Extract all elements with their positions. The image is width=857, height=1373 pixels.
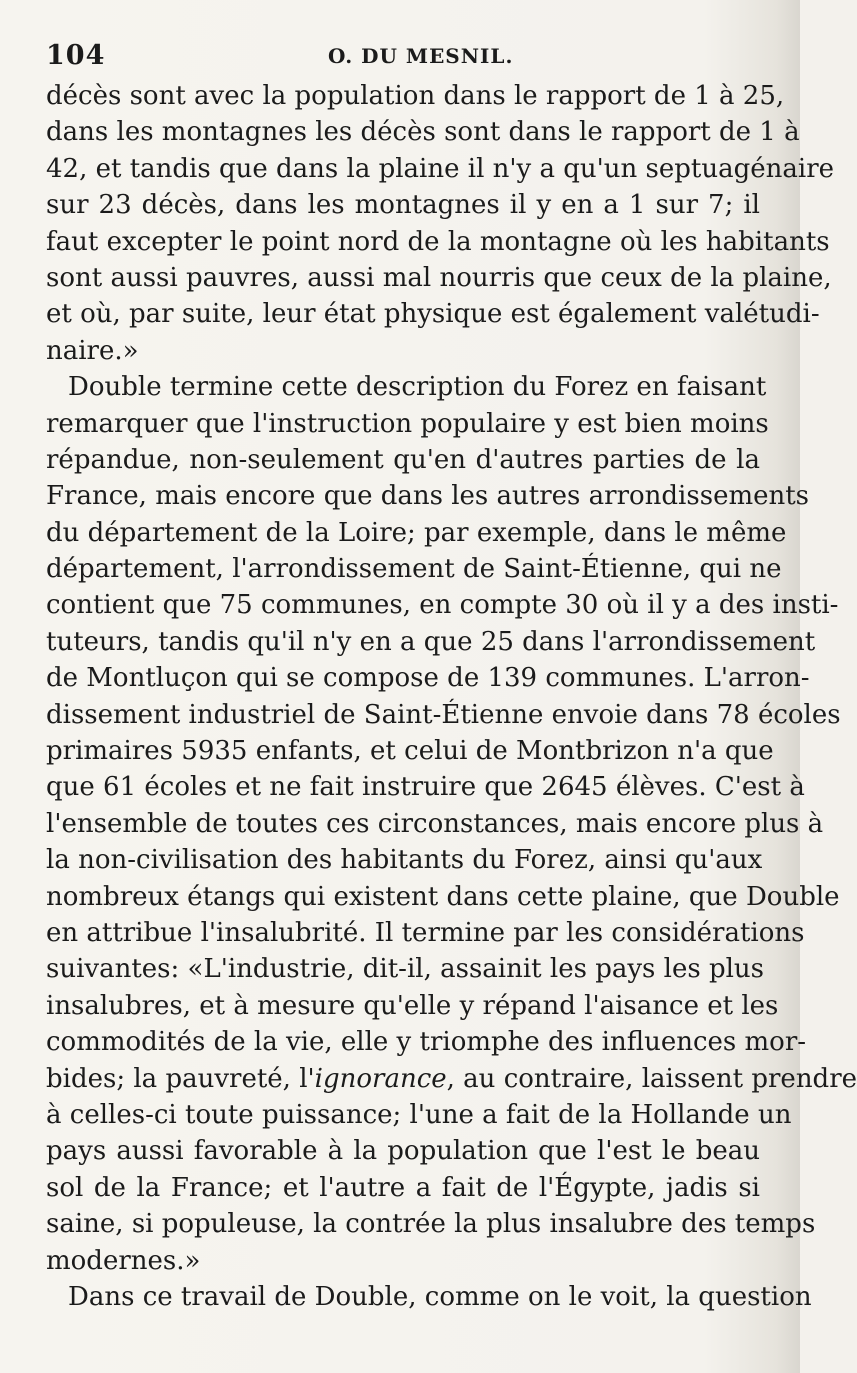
text-line: département, l'arrondissement de Saint-Étienne, qui ne [46, 554, 782, 585]
text-line: en attribue l'insalubrité. Il termine par les considérations [46, 917, 805, 948]
text-line: la non-civilisation des habitants du Forez, ainsi qu'aux [46, 845, 763, 876]
text-line: sont aussi pauvres, aussi mal nourris que ceux de la plaine, [46, 262, 832, 293]
text-line: du département de la Loire; par exemple, dans le même [46, 517, 787, 548]
text-line: primaires 5935 enfants, et celui de Montbrizon n'a que [46, 736, 774, 767]
text-line: remarquer que l'instruction populaire y est bien moins [46, 408, 769, 439]
text-line: sol de la France; et l'autre a fait de l'Égypte, jadis si [46, 1172, 760, 1203]
text-line: nombreux étangs qui existent dans cette plaine, que Double [46, 881, 840, 912]
text-line: saine, si populeuse, la contrée la plus insalubre des temps [46, 1209, 816, 1240]
text-line: modernes.» [46, 1245, 201, 1276]
text-line [46, 1061, 857, 1097]
text-line: dans les montagnes les décès sont dans le rapport de 1 à [46, 117, 800, 148]
text-line: France, mais encore que dans les autres arrondissements [46, 481, 810, 512]
text-line: tuteurs, tandis qu'il n'y en a que 25 dans l'arrondissement [46, 626, 816, 657]
text-line: l'ensemble de toutes ces circonstances, mais encore plus à [46, 808, 824, 839]
text-line: que 61 écoles et ne fait instruire que 2645 élèves. C'est à [46, 772, 805, 803]
text-line: faut excepter le point nord de la montagne où les habitants [46, 226, 830, 257]
text-segment: , au contraire, laissent prendre [446, 1063, 857, 1094]
page-number: 104 [46, 40, 106, 71]
text-line: naire.» [46, 335, 139, 366]
text-line: suivantes: «L'industrie, dit-il, assainit les pays les plus [46, 954, 764, 985]
text-line: de Montluçon qui se compose de 139 communes. L'arron- [46, 663, 810, 694]
text-line: 42, et tandis que dans la plaine il n'y a qu'un septuagénaire [46, 153, 835, 184]
text-line: à celles-ci toute puissance; l'une a fait de la Hollande un [46, 1099, 792, 1130]
text-line: Dans ce travail de Double, comme on le voit, la question [68, 1281, 812, 1312]
text-line: commodités de la vie, elle y triomphe des influences mor- [46, 1027, 807, 1058]
text-line: et où, par suite, leur état physique est également valétudi- [46, 299, 820, 330]
text-line: décès sont avec la population dans le rapport de 1 à 25, [46, 81, 785, 111]
text-line: Double termine cette description du Forez en faisant [68, 372, 767, 403]
italic-word: ignorance [314, 1063, 447, 1094]
text-segment: bides; la pauvreté, l' [46, 1063, 315, 1094]
text-line: pays aussi favorable à la population que l'est le beau [46, 1136, 760, 1167]
text-line: insalubres, et à mesure qu'elle y répand l'aisance et les [46, 990, 779, 1021]
text-line: sur 23 décès, dans les montagnes il y en a 1 sur 7; il [46, 190, 760, 221]
body-text [46, 78, 857, 1315]
text-line: dissement industriel de Saint-Étienne envoie dans 78 écoles [46, 699, 841, 730]
text-line: répandue, non-seulement qu'en d'autres parties de la [46, 444, 760, 475]
page-header [46, 40, 766, 76]
running-head: O. DU MESNIL. [328, 44, 514, 68]
text-line: contient que 75 communes, en compte 30 où il y a des insti- [46, 590, 839, 621]
